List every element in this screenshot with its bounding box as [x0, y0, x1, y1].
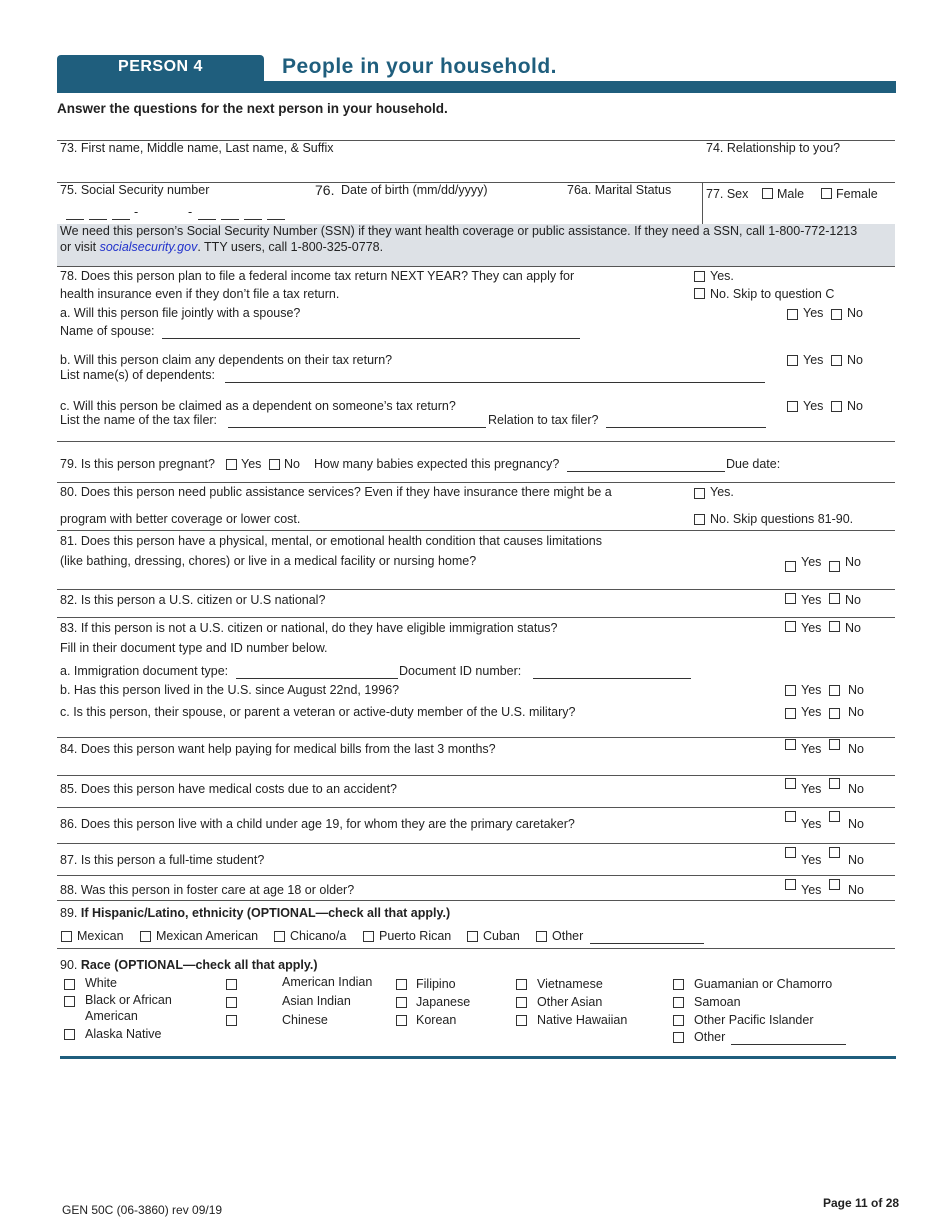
alaska-native-checkbox[interactable]	[64, 1029, 75, 1040]
tax-filer-field[interactable]	[228, 427, 486, 428]
ssn-digit[interactable]	[244, 219, 262, 220]
spouse-label: Name of spouse:	[60, 324, 155, 338]
form-number: GEN 50C (06-3860) rev 09/19	[62, 1203, 223, 1217]
divider	[57, 737, 895, 738]
q78b-yes-label: Yes	[803, 353, 824, 367]
other-asian-label: Other Asian	[537, 995, 603, 1009]
divider	[57, 441, 895, 442]
ssn-digit[interactable]	[221, 219, 239, 220]
q78c-yes-checkbox[interactable]	[787, 401, 798, 412]
divider	[57, 900, 895, 901]
filipino-label: Filipino	[416, 977, 456, 991]
q87-no-label: No	[848, 853, 864, 867]
q83-no-checkbox[interactable]	[829, 621, 840, 632]
female-checkbox[interactable]	[821, 188, 832, 199]
mexican-american-label: Mexican American	[156, 929, 259, 943]
american-indian-checkbox[interactable]	[226, 979, 237, 990]
q78a-label: a. Will this person file jointly with a spouse?	[60, 306, 301, 320]
black-label-2: American	[85, 1009, 138, 1023]
q84-no-label: No	[848, 742, 864, 756]
ssn-dash: -	[134, 205, 139, 219]
q86-no-label: No	[848, 817, 864, 831]
cuban-label: Cuban	[483, 929, 520, 943]
q84-yes-checkbox[interactable]	[785, 739, 796, 750]
mexican-label: Mexican	[77, 929, 124, 943]
other-ethnicity-checkbox[interactable]	[536, 931, 547, 942]
other-race-label: Other	[694, 1030, 726, 1044]
q87-no-checkbox[interactable]	[829, 847, 840, 858]
q85-no-checkbox[interactable]	[829, 778, 840, 789]
ssn-digit[interactable]	[198, 219, 216, 220]
babies-field[interactable]	[567, 471, 725, 472]
q82-label: 82. Is this person a U.S. citizen or U.S national?	[60, 593, 326, 607]
immigration-doc-field[interactable]	[236, 678, 398, 679]
q80-line1: 80. Does this person need public assistance services? Even if they have insurance there might be a	[60, 485, 612, 499]
other-ethnicity-field[interactable]	[590, 943, 704, 944]
person-tab: PERSON 4	[57, 55, 264, 81]
q87-yes-label: Yes	[801, 853, 822, 867]
asian-indian-label: Asian Indian	[282, 994, 351, 1008]
divider	[57, 807, 895, 808]
q86-yes-checkbox[interactable]	[785, 811, 796, 822]
q83-yes-checkbox[interactable]	[785, 621, 796, 632]
q82-no-label: No	[845, 593, 861, 607]
q83b-no-label: No	[848, 683, 864, 697]
black-label-1: Black or African	[85, 993, 172, 1007]
chinese-checkbox[interactable]	[226, 1015, 237, 1026]
samoan-checkbox[interactable]	[673, 997, 684, 1008]
chicano-label: Chicano/a	[290, 929, 347, 943]
mexican-american-checkbox[interactable]	[140, 931, 151, 942]
guamanian-label: Guamanian or Chamorro	[694, 977, 833, 991]
male-checkbox[interactable]	[762, 188, 773, 199]
q83c-yes-checkbox[interactable]	[785, 708, 796, 719]
spouse-name-field[interactable]	[162, 338, 580, 339]
q83b-label: b. Has this person lived in the U.S. since August 22nd, 1996?	[60, 683, 400, 697]
ssa-link[interactable]: socialsecurity.gov	[99, 240, 198, 254]
q78b-no-checkbox[interactable]	[831, 355, 842, 366]
vietnamese-checkbox[interactable]	[516, 979, 527, 990]
q78b-label: b. Will this person claim any dependents on their tax return?	[60, 353, 393, 367]
q80-line2: program with better coverage or lower cost.	[60, 512, 301, 526]
other-ethnicity-label: Other	[552, 929, 584, 943]
q83-line2: Fill in their document type and ID number below.	[60, 641, 328, 655]
q85-yes-checkbox[interactable]	[785, 778, 796, 789]
divider	[57, 482, 895, 483]
q81-yes-checkbox[interactable]	[785, 561, 796, 572]
guamanian-checkbox[interactable]	[673, 979, 684, 990]
japanese-checkbox[interactable]	[396, 997, 407, 1008]
q76-number: 76.	[315, 182, 335, 198]
q80-yes-checkbox[interactable]	[694, 488, 705, 499]
q81-yes-label: Yes	[801, 555, 822, 569]
ssn-digit[interactable]	[267, 219, 285, 220]
q78-line2: health insurance even if they don’t file a tax return.	[60, 287, 340, 301]
mexican-checkbox[interactable]	[61, 931, 72, 942]
q73-label: 73. First name, Middle name, Last name, & Suffix	[60, 141, 334, 155]
q78a-no-label: No	[847, 306, 863, 320]
q86-yes-label: Yes	[801, 817, 822, 831]
puerto-rican-checkbox[interactable]	[363, 931, 374, 942]
puerto-rican-label: Puerto Rican	[379, 929, 452, 943]
divider	[57, 589, 895, 590]
q83-no-label: No	[845, 621, 861, 635]
other-asian-checkbox[interactable]	[516, 997, 527, 1008]
q87-label: 87. Is this person a full-time student?	[60, 853, 265, 867]
other-race-field[interactable]	[731, 1044, 846, 1045]
alaska-native-label: Alaska Native	[85, 1027, 162, 1041]
q81-no-checkbox[interactable]	[829, 561, 840, 572]
ssn-note-line1: We need this person’s Social Security Number (SSN) if they want health coverage or public assistance. If they need a SSN, call 1-800-772-1213	[60, 224, 858, 238]
divider	[57, 775, 895, 776]
q78-no-checkbox[interactable]	[694, 288, 705, 299]
q78a-yes-checkbox[interactable]	[787, 309, 798, 320]
q83a-label: a. Immigration document type:	[60, 664, 229, 678]
ssn-dash: -	[188, 205, 193, 219]
doc-id-label: Document ID number:	[399, 664, 522, 678]
q83b-yes-label: Yes	[801, 683, 822, 697]
relation-field[interactable]	[606, 427, 766, 428]
q79-no-checkbox[interactable]	[269, 459, 280, 470]
cuban-checkbox[interactable]	[467, 931, 478, 942]
native-hawaiian-checkbox[interactable]	[516, 1015, 527, 1026]
q84-no-checkbox[interactable]	[829, 739, 840, 750]
q78c-no-label: No	[847, 399, 863, 413]
q78b-yes-checkbox[interactable]	[787, 355, 798, 366]
q76a-label: 76a. Marital Status	[567, 183, 672, 197]
tax-filer-label: List the name of the tax filer:	[60, 413, 218, 427]
vietnamese-label: Vietnamese	[537, 977, 603, 991]
q83-yes-label: Yes	[801, 621, 822, 635]
intro-text: Answer the questions for the next person in your household.	[57, 101, 448, 116]
white-label: White	[85, 976, 117, 990]
white-checkbox[interactable]	[64, 979, 75, 990]
chicano-checkbox[interactable]	[274, 931, 285, 942]
q76-label: Date of birth (mm/dd/yyyy)	[341, 183, 488, 197]
q83c-no-checkbox[interactable]	[829, 708, 840, 719]
header-bar	[57, 81, 896, 93]
ssn-digit[interactable]	[112, 219, 130, 220]
male-label: Male	[777, 187, 805, 201]
filipino-checkbox[interactable]	[396, 979, 407, 990]
q78c-label: c. Will this person be claimed as a dependent on someone’s tax return?	[60, 399, 456, 413]
q83c-no-label: No	[848, 705, 864, 719]
q86-no-checkbox[interactable]	[829, 811, 840, 822]
divider	[57, 266, 895, 267]
divider	[57, 843, 895, 844]
q79-no-label: No	[284, 457, 300, 471]
divider	[57, 530, 895, 531]
q83c-label: c. Is this person, their spouse, or parent a veteran or active-duty member of the U.S. military?	[60, 705, 576, 719]
q88-yes-label: Yes	[801, 883, 822, 897]
ssn-digit[interactable]	[89, 219, 107, 220]
q83-line1: 83. If this person is not a U.S. citizen or national, do they have eligible immigration status?	[60, 621, 558, 635]
babies-label: How many babies expected this pregnancy?	[314, 457, 560, 471]
q84-yes-label: Yes	[801, 742, 822, 756]
q80-no-checkbox[interactable]	[694, 514, 705, 525]
q83c-yes-label: Yes	[801, 705, 822, 719]
ssn-note-line2: or visit socialsecurity.gov. TTY users, call 1-800-325-0778.	[60, 240, 384, 254]
bottom-rule	[60, 1056, 896, 1059]
q75-label: 75. Social Security number	[60, 183, 210, 197]
divider	[57, 617, 895, 618]
native-hawaiian-label: Native Hawaiian	[537, 1013, 628, 1027]
q89-heading: 89. If Hispanic/Latino, ethnicity (OPTIONAL—check all that apply.)	[60, 906, 451, 920]
q81-line1: 81. Does this person have a physical, mental, or emotional health condition that causes limitations	[60, 534, 602, 548]
q82-no-checkbox[interactable]	[829, 593, 840, 604]
q81-no-label: No	[845, 555, 861, 569]
female-label: Female	[836, 187, 878, 201]
q78-yes-label: Yes.	[710, 269, 734, 283]
q78a-yes-label: Yes	[803, 306, 824, 320]
q85-no-label: No	[848, 782, 864, 796]
chinese-label: Chinese	[282, 1013, 328, 1027]
other-pacific-checkbox[interactable]	[673, 1015, 684, 1026]
q87-yes-checkbox[interactable]	[785, 847, 796, 858]
black-checkbox[interactable]	[64, 996, 75, 1007]
q78-no-label: No. Skip to question C	[710, 287, 835, 301]
american-indian-label: American Indian	[282, 975, 373, 989]
asian-indian-checkbox[interactable]	[226, 997, 237, 1008]
q90-heading: 90. Race (OPTIONAL—check all that apply.)	[60, 958, 318, 972]
q81-line2: (like bathing, dressing, chores) or live in a medical facility or nursing home?	[60, 554, 477, 568]
q88-no-checkbox[interactable]	[829, 879, 840, 890]
page-title: People in your household.	[282, 55, 558, 78]
q80-yes-label: Yes.	[710, 485, 734, 499]
q88-yes-checkbox[interactable]	[785, 879, 796, 890]
dependents-label: List name(s) of dependents:	[60, 368, 215, 382]
doc-id-field[interactable]	[533, 678, 691, 679]
relation-label: Relation to tax filer?	[488, 413, 599, 427]
japanese-label: Japanese	[416, 995, 471, 1009]
q79-yes-checkbox[interactable]	[226, 459, 237, 470]
due-date-label: Due date:	[726, 457, 781, 471]
page-number: Page 11 of 28	[823, 1196, 900, 1210]
q79-label: 79. Is this person pregnant?	[60, 457, 215, 471]
q82-yes-checkbox[interactable]	[785, 593, 796, 604]
q78a-no-checkbox[interactable]	[831, 309, 842, 320]
other-pacific-label: Other Pacific Islander	[694, 1013, 814, 1027]
q78b-no-label: No	[847, 353, 863, 367]
q85-yes-label: Yes	[801, 782, 822, 796]
q86-label: 86. Does this person live with a child under age 19, for whom they are the primary caretaker?	[60, 817, 575, 831]
q84-label: 84. Does this person want help paying for medical bills from the last 3 months?	[60, 742, 496, 756]
divider	[702, 182, 703, 224]
ssn-digit[interactable]	[66, 219, 84, 220]
q78c-no-checkbox[interactable]	[831, 401, 842, 412]
korean-checkbox[interactable]	[396, 1015, 407, 1026]
korean-label: Korean	[416, 1013, 457, 1027]
divider	[57, 875, 895, 876]
q85-label: 85. Does this person have medical costs due to an accident?	[60, 782, 398, 796]
divider	[57, 948, 895, 949]
samoan-label: Samoan	[694, 995, 741, 1009]
q88-no-label: No	[848, 883, 864, 897]
dependents-field[interactable]	[225, 382, 765, 383]
q80-no-label: No. Skip questions 81-90.	[710, 512, 854, 526]
q79-yes-label: Yes	[241, 457, 262, 471]
q83b-yes-checkbox[interactable]	[785, 685, 796, 696]
q83b-no-checkbox[interactable]	[829, 685, 840, 696]
q78c-yes-label: Yes	[803, 399, 824, 413]
q74-label: 74. Relationship to you?	[706, 141, 841, 155]
q78-line1: 78. Does this person plan to file a federal income tax return NEXT YEAR? They can apply for	[60, 269, 575, 283]
q88-label: 88. Was this person in foster care at age 18 or older?	[60, 883, 355, 897]
other-race-checkbox[interactable]	[673, 1032, 684, 1043]
q77-label: 77. Sex	[706, 187, 749, 201]
q78-yes-checkbox[interactable]	[694, 271, 705, 282]
q82-yes-label: Yes	[801, 593, 822, 607]
